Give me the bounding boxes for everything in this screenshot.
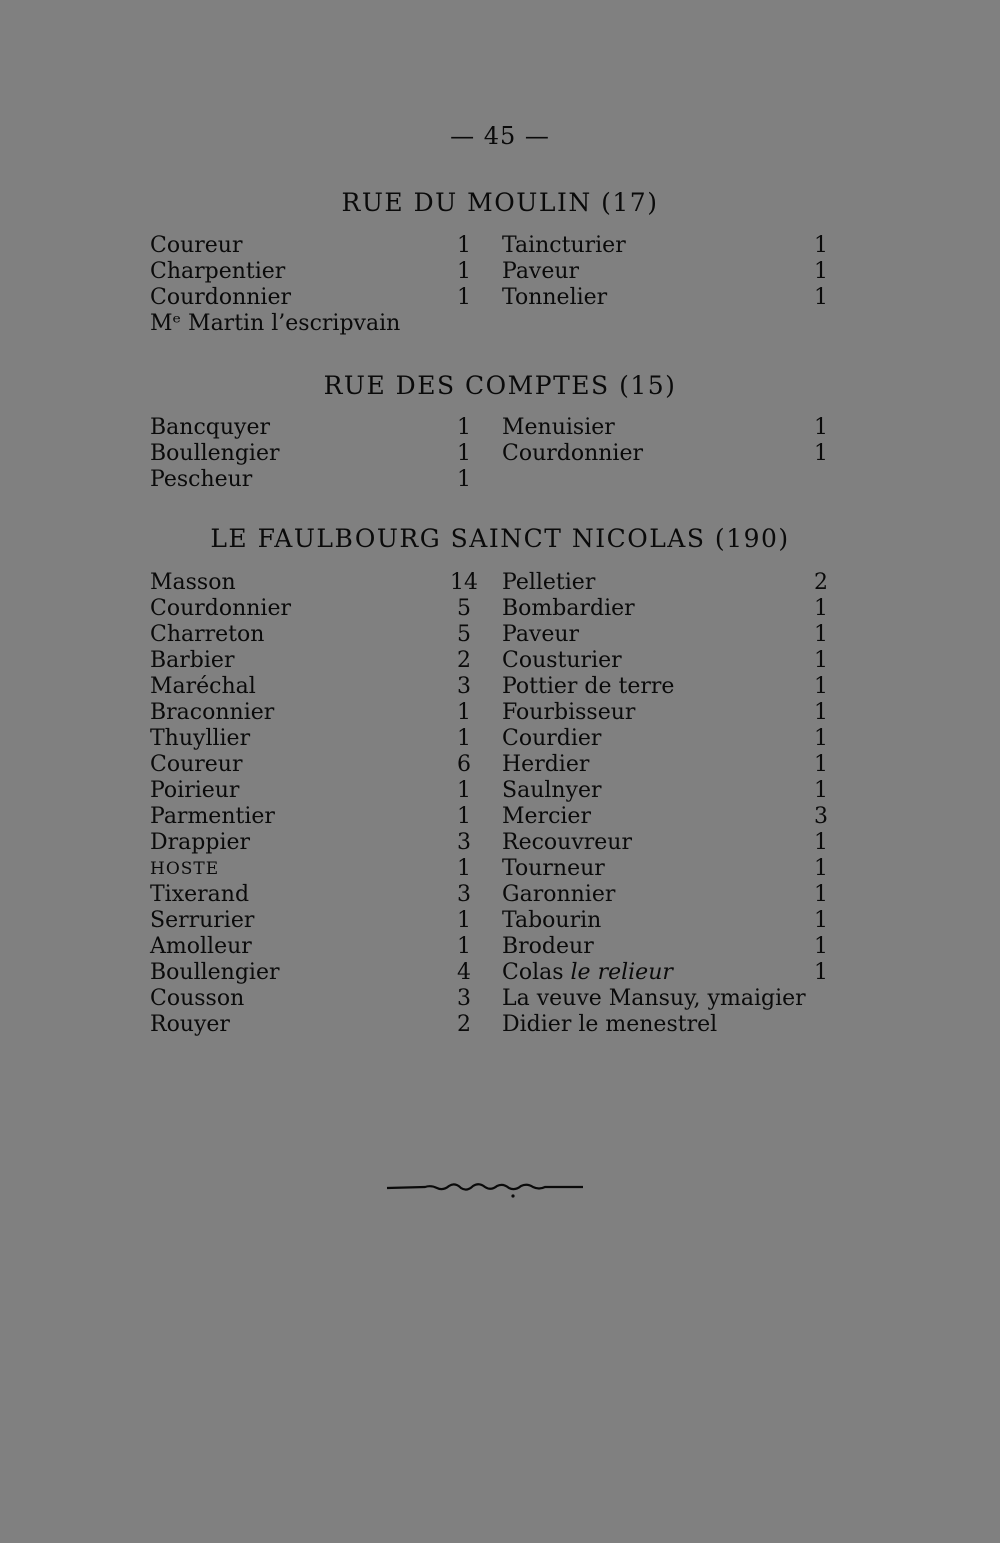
occupation-name: Paveur: [502, 622, 580, 647]
list-row: [150, 830, 830, 856]
occupation-name: Courdier: [502, 726, 602, 751]
list-row: [150, 622, 830, 648]
list-row: [150, 700, 830, 726]
list-row: [150, 259, 830, 285]
occupation-count: 1: [457, 778, 471, 803]
occupation-name: Taincturier: [502, 233, 626, 258]
occupation-count: 2: [814, 570, 828, 595]
occupation-name: Bancquyer: [150, 415, 270, 440]
occupation-name: Brodeur: [502, 934, 594, 959]
occupation-name: Coureur: [150, 233, 243, 258]
list-row: [150, 856, 830, 882]
occupation-name: Courdonnier: [502, 441, 644, 466]
occupation-name: Boullengier: [150, 441, 280, 466]
occupation-count: 3: [814, 804, 828, 829]
page-number: — 45 —: [450, 122, 550, 150]
occupation-count: 2: [457, 648, 471, 673]
occupation-name: Poirieur: [150, 778, 240, 803]
occupation-name: Braconnier: [150, 700, 275, 725]
occupation-name: HOSTE: [150, 859, 220, 879]
occupation-name: Menuisier: [502, 415, 615, 440]
list-row: [150, 570, 830, 596]
occupation-count: 1: [814, 830, 828, 855]
occupation-count: 1: [814, 415, 828, 440]
occupation-name: Herdier: [502, 752, 590, 777]
occupation-count: 1: [814, 960, 828, 985]
list-row: [150, 804, 830, 830]
occupation-name: Serrurier: [150, 908, 255, 933]
person-entry: Didier le menestrel: [502, 1012, 718, 1037]
occupation-name: Charreton: [150, 622, 265, 647]
occupation-count: 1: [457, 804, 471, 829]
occupation-count: 1: [814, 233, 828, 258]
list-row: [150, 1012, 830, 1038]
person-entry: Mᵉ Martin l’escripvain: [150, 311, 401, 336]
occupation-name: Paveur: [502, 259, 580, 284]
occupation-name: Charpentier: [150, 259, 286, 284]
list-row: [150, 596, 830, 622]
list-row: [150, 960, 830, 986]
list-row: [150, 233, 830, 259]
occupation-name: Parmentier: [150, 804, 275, 829]
occupation-name: Saulnyer: [502, 778, 602, 803]
occupation-count: 1: [457, 441, 471, 466]
occupation-name: Pelletier: [502, 570, 596, 595]
occupation-count: 1: [814, 622, 828, 647]
list-row: [150, 441, 830, 467]
occupation-count: 1: [814, 441, 828, 466]
occupation-count: 1: [814, 882, 828, 907]
occupation-name: Pottier de terre: [502, 674, 675, 699]
occupation-count: 4: [457, 960, 471, 985]
occupation-count: 1: [457, 233, 471, 258]
list-row: [150, 415, 830, 441]
person-name: Colas: [502, 960, 571, 985]
list-row: [150, 882, 830, 908]
list-row: [150, 311, 830, 337]
occupation-count: 1: [814, 752, 828, 777]
list-row: [150, 934, 830, 960]
occupation-count: 1: [457, 908, 471, 933]
list-row: [150, 986, 830, 1012]
ornament-divider: [385, 1175, 600, 1199]
occupation-name: Tourneur: [502, 856, 605, 881]
list-row: [150, 908, 830, 934]
occupation-name: Drappier: [150, 830, 251, 855]
occupation-name: Tixerand: [150, 882, 250, 907]
occupation-count: 1: [457, 467, 471, 492]
occupation-count: 1: [814, 674, 828, 699]
section-title-faulbourg-sainct-nicolas: LE FAULBOURG SAINCT NICOLAS (190): [210, 524, 790, 553]
list-row: [150, 285, 830, 311]
occupation-count: 1: [814, 778, 828, 803]
list-row: [150, 752, 830, 778]
occupation-count: 1: [814, 908, 828, 933]
occupation-count: 1: [457, 415, 471, 440]
occupation-count: 1: [814, 726, 828, 751]
occupation-name: Cousson: [150, 986, 245, 1011]
occupation-name: Fourbisseur: [502, 700, 636, 725]
occupation-count: 3: [457, 882, 471, 907]
occupation-name: Maréchal: [150, 674, 256, 699]
person-entry: [502, 960, 673, 986]
occupation-count: 1: [814, 648, 828, 673]
occupation-name: Coureur: [150, 752, 243, 777]
occupation-count: 1: [814, 596, 828, 621]
occupation-name: Rouyer: [150, 1012, 230, 1037]
occupation-count: 1: [457, 934, 471, 959]
occupation-count: 1: [814, 259, 828, 284]
occupation-count: 1: [457, 856, 471, 881]
occupation-count: 1: [457, 259, 471, 284]
section-title-rue-du-moulin: RUE DU MOULIN (17): [341, 188, 659, 217]
occupation-name: Boullengier: [150, 960, 280, 985]
occupation-count: 2: [457, 1012, 471, 1037]
occupation-count: 1: [457, 700, 471, 725]
occupation-count: 3: [457, 830, 471, 855]
occupation-name: Courdonnier: [150, 596, 292, 621]
person-entry: La veuve Mansuy, ymaigier: [502, 986, 806, 1011]
list-row: [150, 467, 830, 493]
section-title-rue-des-comptes: RUE DES COMPTES (15): [323, 371, 677, 400]
occupation-name: Mercier: [502, 804, 591, 829]
occupation-count: 3: [457, 674, 471, 699]
occupation-name: Recouvreur: [502, 830, 632, 855]
occupation-name: Bombardier: [502, 596, 635, 621]
occupation-name: Masson: [150, 570, 236, 595]
occupation-name: Pescheur: [150, 467, 253, 492]
occupation-count: 1: [457, 285, 471, 310]
occupation-count: 5: [457, 622, 471, 647]
occupation-name: Tabourin: [502, 908, 602, 933]
occupation-count: 1: [814, 700, 828, 725]
occupation-name: Garonnier: [502, 882, 616, 907]
occupation-count: 3: [457, 986, 471, 1011]
occupation-name: Tonnelier: [502, 285, 608, 310]
occupation-name: Cousturier: [502, 648, 622, 673]
occupation-count: 1: [814, 856, 828, 881]
occupation-name: Amolleur: [150, 934, 252, 959]
list-row: [150, 726, 830, 752]
person-role: le relieur: [570, 960, 673, 985]
occupation-count: 6: [457, 752, 471, 777]
list-row: [150, 674, 830, 700]
occupation-count: 1: [814, 934, 828, 959]
occupation-name: Barbier: [150, 648, 235, 673]
occupation-name: Courdonnier: [150, 285, 292, 310]
occupation-count: 1: [457, 726, 471, 751]
occupation-count: 5: [457, 596, 471, 621]
list-row: [150, 778, 830, 804]
occupation-count: 14: [450, 570, 478, 595]
occupation-name: Thuyllier: [150, 726, 251, 751]
occupation-count: 1: [814, 285, 828, 310]
list-row: [150, 648, 830, 674]
